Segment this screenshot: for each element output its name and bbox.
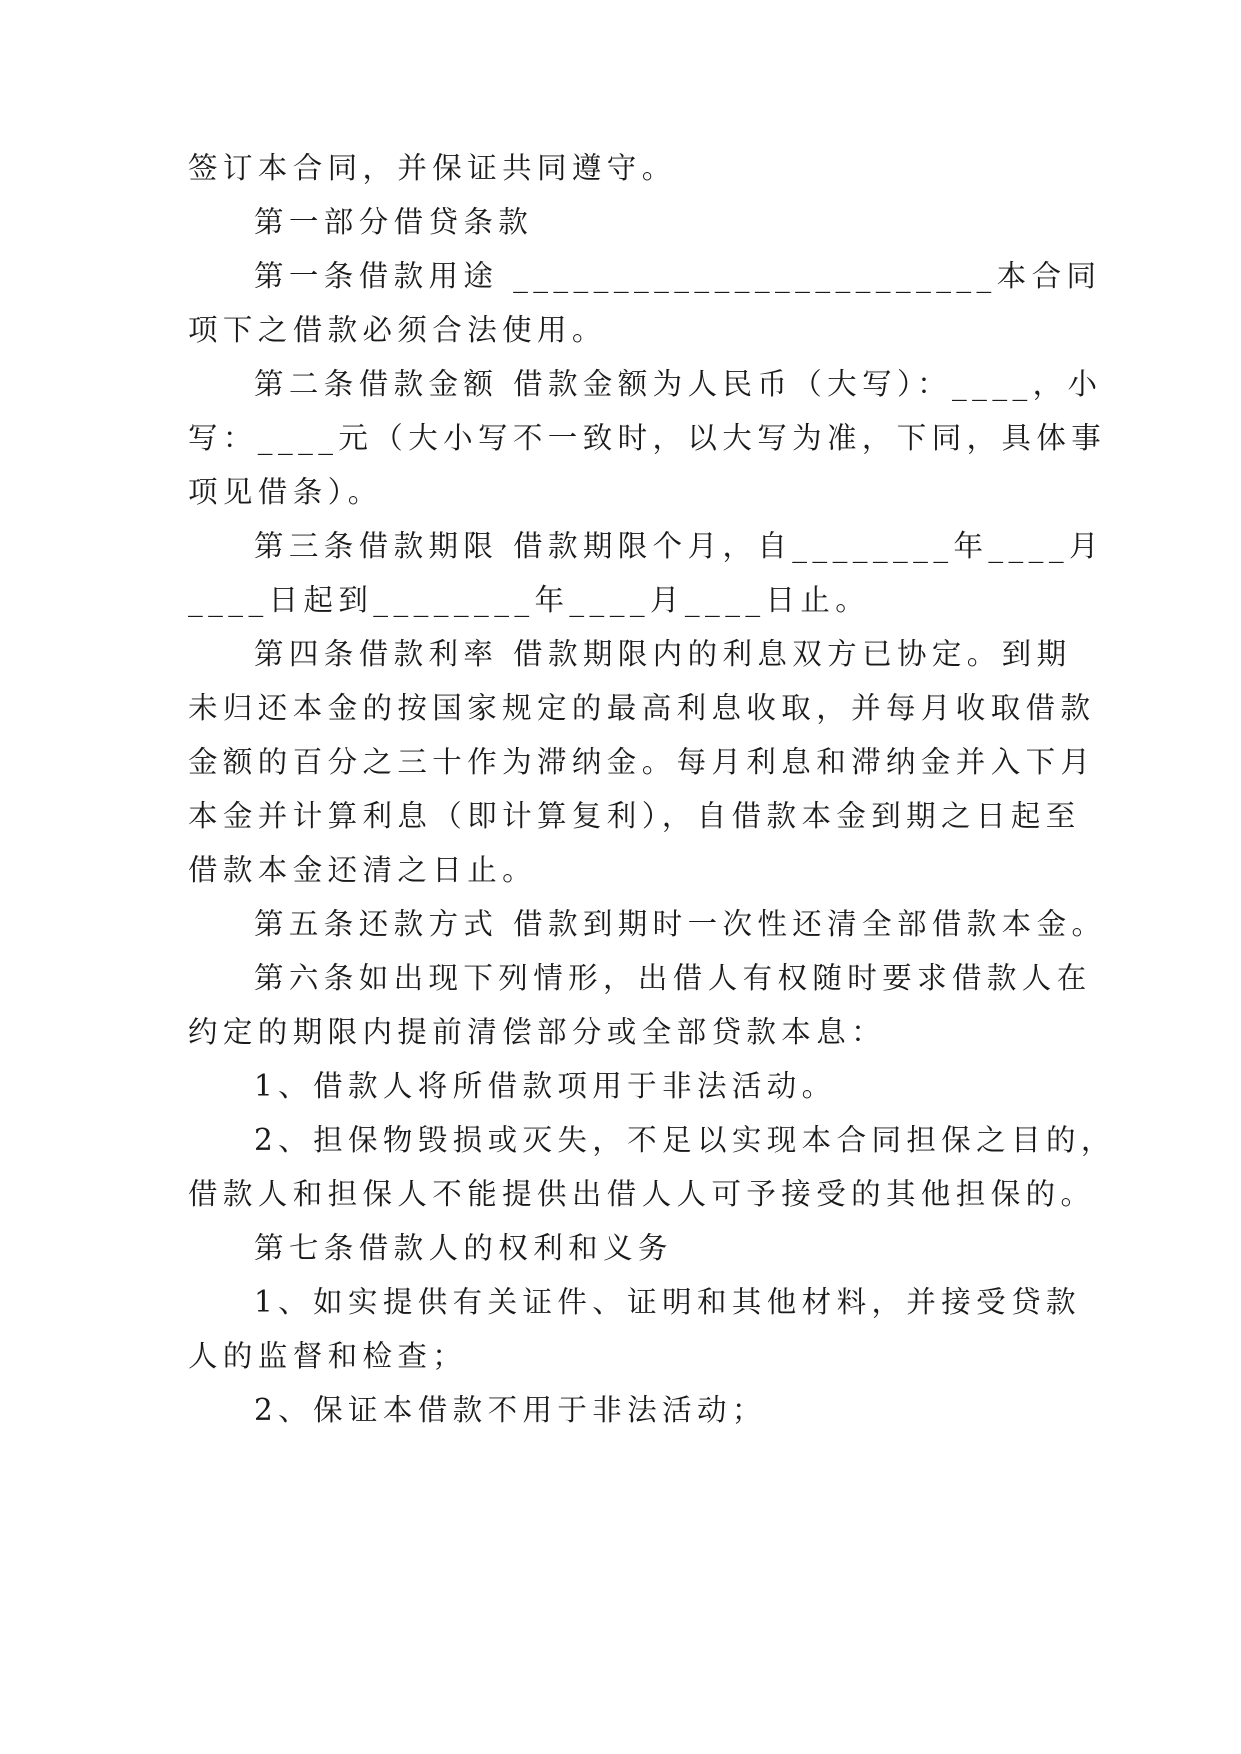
text-line: 第五条还款方式 借款到期时一次性还清全部借款本金。 — [254, 907, 1107, 941]
text-line: 第二条借款金额 借款金额为人民币（大写）：____，小 — [254, 367, 1103, 401]
text-line: 未归还本金的按国家规定的最高利息收取，并每月收取借款 — [188, 691, 1096, 725]
list-item: 2、担保物毁损或灭失，不足以实现本合同担保之目的， — [254, 1123, 1116, 1157]
section-heading: 第一部分借贷条款 — [254, 205, 534, 239]
text-line: 项见借条）。 — [188, 475, 383, 509]
text-line: 第一条借款用途 ________________________本合同 — [254, 259, 1102, 293]
list-item: 2、保证本借款不用于非法活动； — [254, 1393, 767, 1427]
text-line: ____日起到________年____月____日止。 — [188, 583, 871, 617]
text-line: 写：____元（大小写不一致时，以大写为准，下同，具体事 — [188, 421, 1107, 455]
list-item: 1、如实提供有关证件、证明和其他材料，并接受贷款 — [254, 1285, 1081, 1319]
text-line: 本金并计算利息（即计算复利），自借款本金到期之日起至 — [188, 799, 1081, 833]
text-line: 项下之借款必须合法使用。 — [188, 313, 607, 347]
list-item: 1、借款人将所借款项用于非法活动。 — [254, 1069, 837, 1103]
text-line: 第四条借款利率 借款期限内的利息双方已协定。到期 — [254, 637, 1072, 671]
text-line: 第六条如出现下列情形，出借人有权随时要求借款人在 — [254, 961, 1092, 995]
text-line: 第三条借款期限 借款期限个月，自________年____月 — [254, 529, 1104, 563]
text-line: 人的监督和检查； — [188, 1339, 468, 1373]
text-line: 借款人和担保人不能提供出借人人可予接受的其他担保的。 — [188, 1177, 1096, 1211]
text-line: 第七条借款人的权利和义务 — [254, 1231, 673, 1265]
text-line: 金额的百分之三十作为滞纳金。每月利息和滞纳金并入下月 — [188, 745, 1096, 779]
text-line: 借款本金还清之日止。 — [188, 853, 538, 887]
text-line: 约定的期限内提前清偿部分或全部贷款本息： — [188, 1015, 887, 1049]
text-line: 签订本合同，并保证共同遵守。 — [188, 151, 677, 185]
